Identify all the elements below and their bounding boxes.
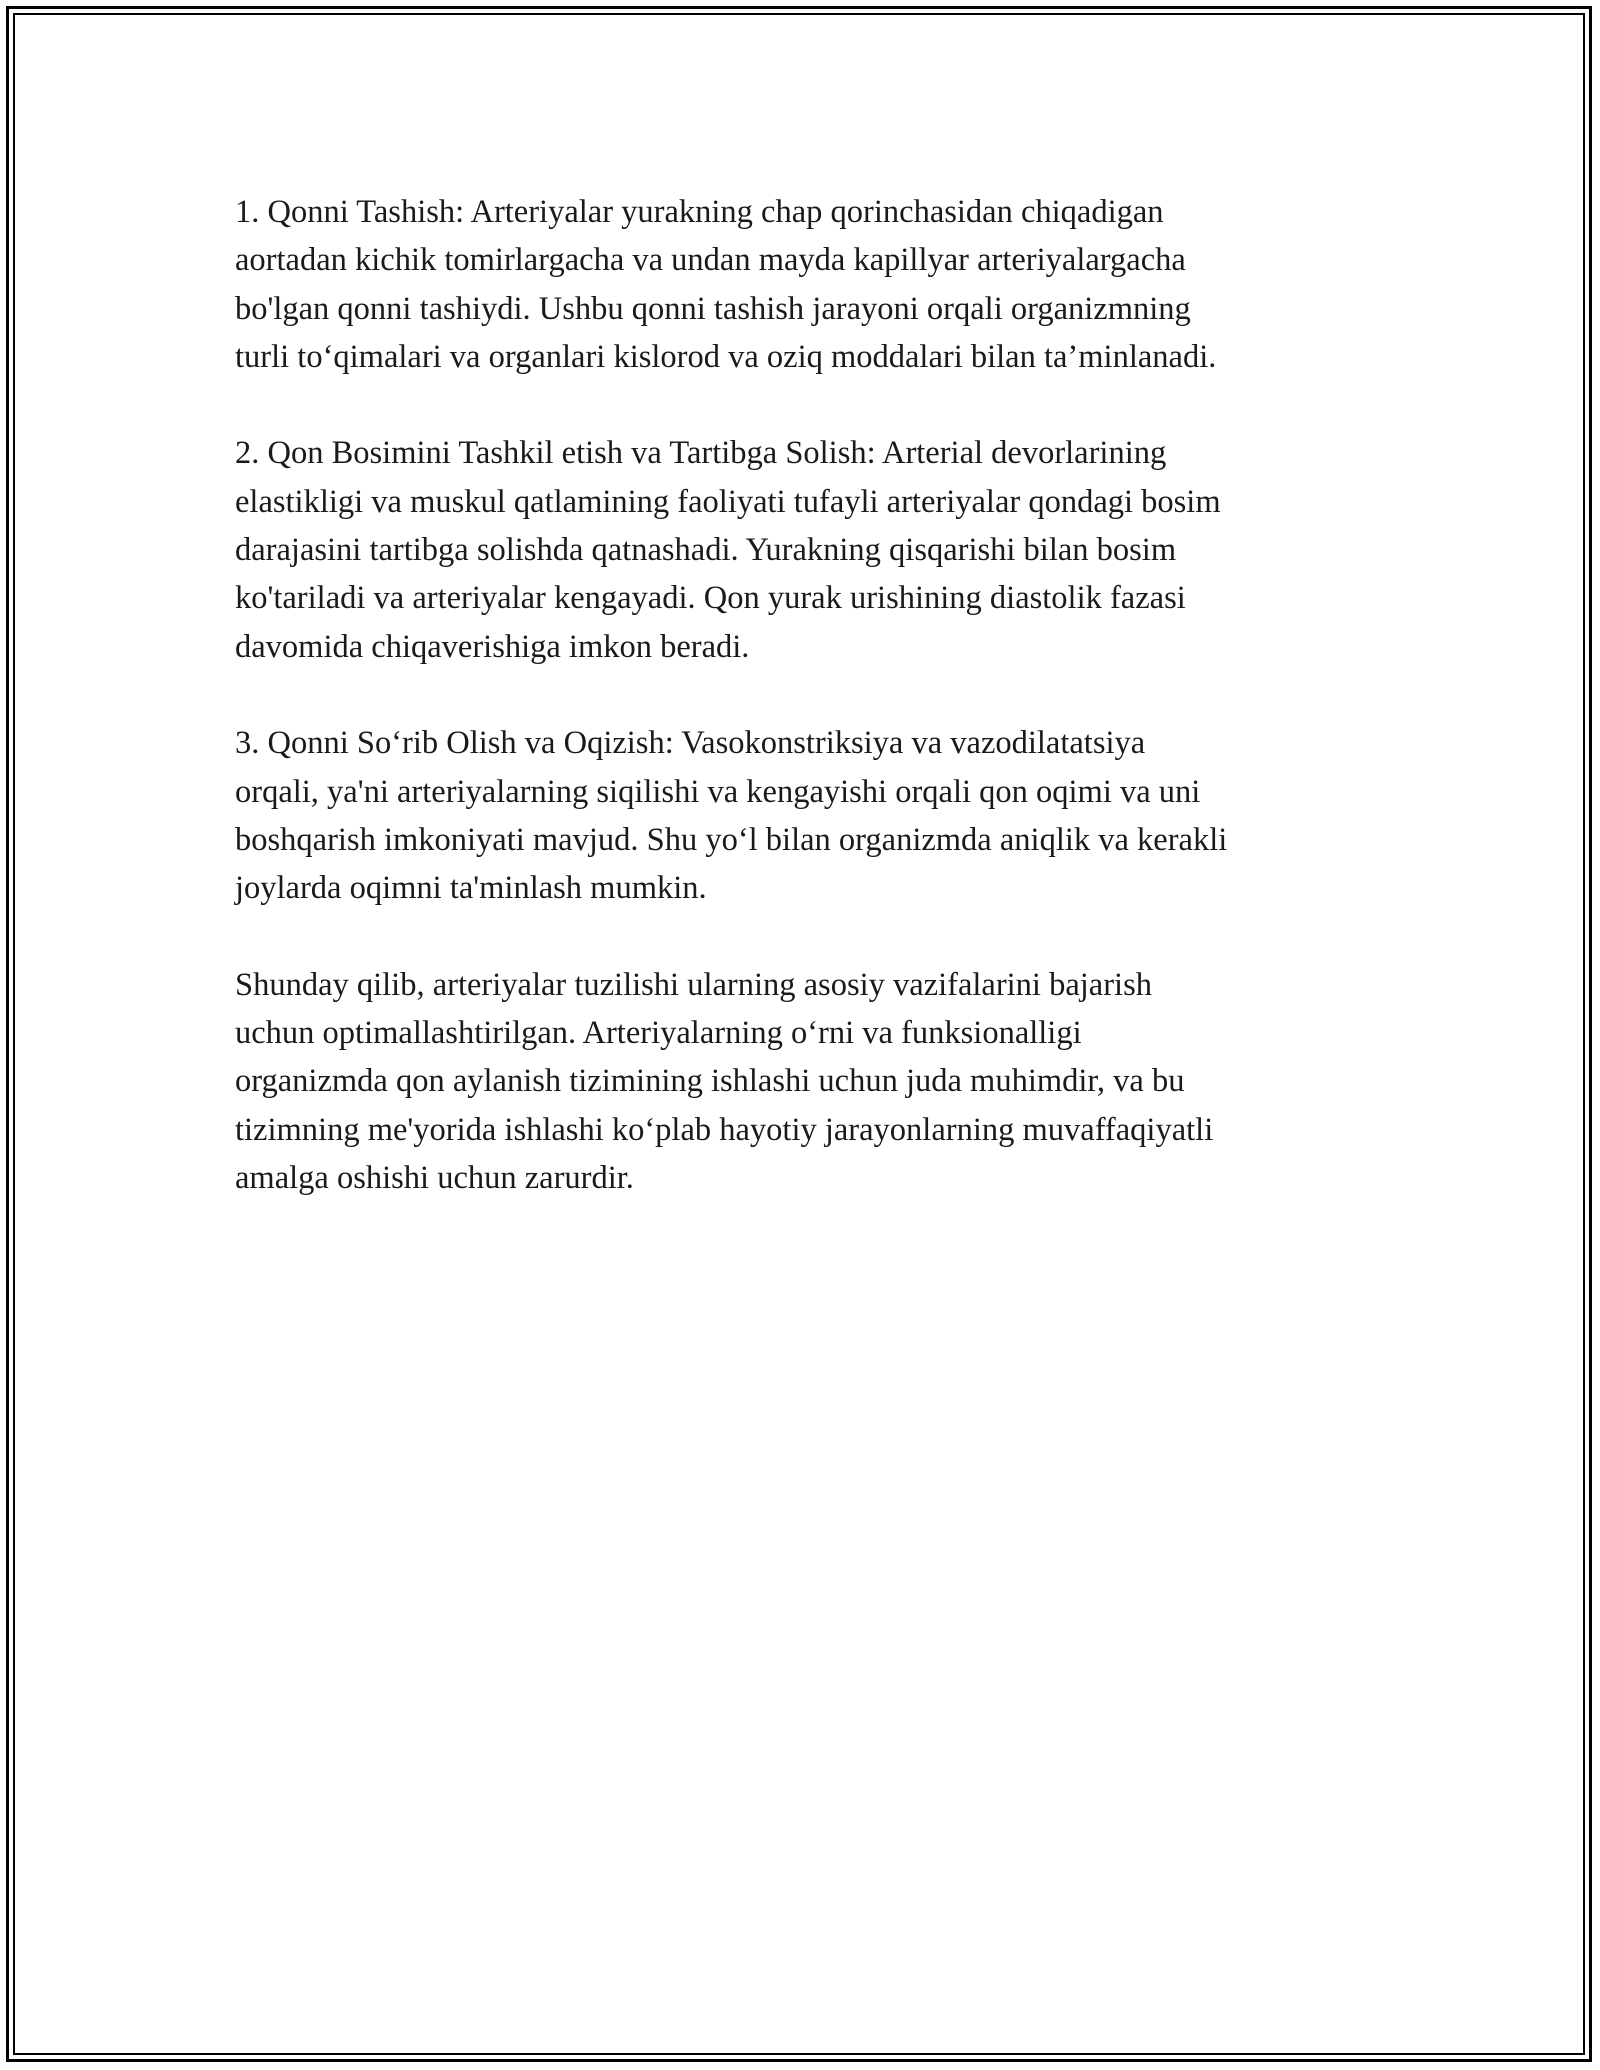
document-body (235, 188, 1365, 1251)
paragraph-qon-bosimi: 2. Qon Bosimini Tashkil etish va Tartibga Solish: Arterial devorlarining elastikligi va muskul qatlamining faoliyati tufayli arteriyalar qondagi bosim darajasini tartibga solishda qatnashadi. Yurakning qisqarishi bilan bosim ko'tariladi va arteriyalar kengayadi. Qon yurak urishining diastolik fazasi davomida chiqaverishiga imkon beradi. (235, 435, 1221, 665)
paragraph-conclusion: Shunday qilib, arteriyalar tuzilishi ularning asosiy vazifalarini bajarish uchun optimallashtirilgan. Arteriyalarning o‘rni va funksionalligi organizmda qon aylanish tizimining ishlashi uchun juda muhimdir, va bu tizimning me'yorida ishlashi ko‘plab hayotiy jarayonlarning muvaffaqiyatli amalga oshishi uchun zarurdir. (235, 966, 1214, 1196)
paragraph-qonni-sorib-olish: 3. Qonni So‘rib Olish va Oqizish: Vasokonstriksiya va vazodilatatsiya orqali, ya'ni arteriyalarning siqilishi va kengayishi orqali qon oqimi va uni boshqarish imkoniyati mavjud. Shu yo‘l bilan organizmda aniqlik va kerakli joylarda oqimni ta'minlash mumkin. (235, 725, 1228, 907)
paragraph-qonni-tashish: 1. Qonni Tashish: Arteriyalar yurakning chap qorinchasidan chiqadigan aortadan kichik tomirlargacha va undan mayda kapillyar arteriyalargacha bo'lgan qonni tashiydi. Ushbu qonni tashish jarayoni orqali organizmning turli to‘qimalari va organlari kislorod va oziq moddalari bilan ta’minlanadi. (235, 194, 1217, 375)
